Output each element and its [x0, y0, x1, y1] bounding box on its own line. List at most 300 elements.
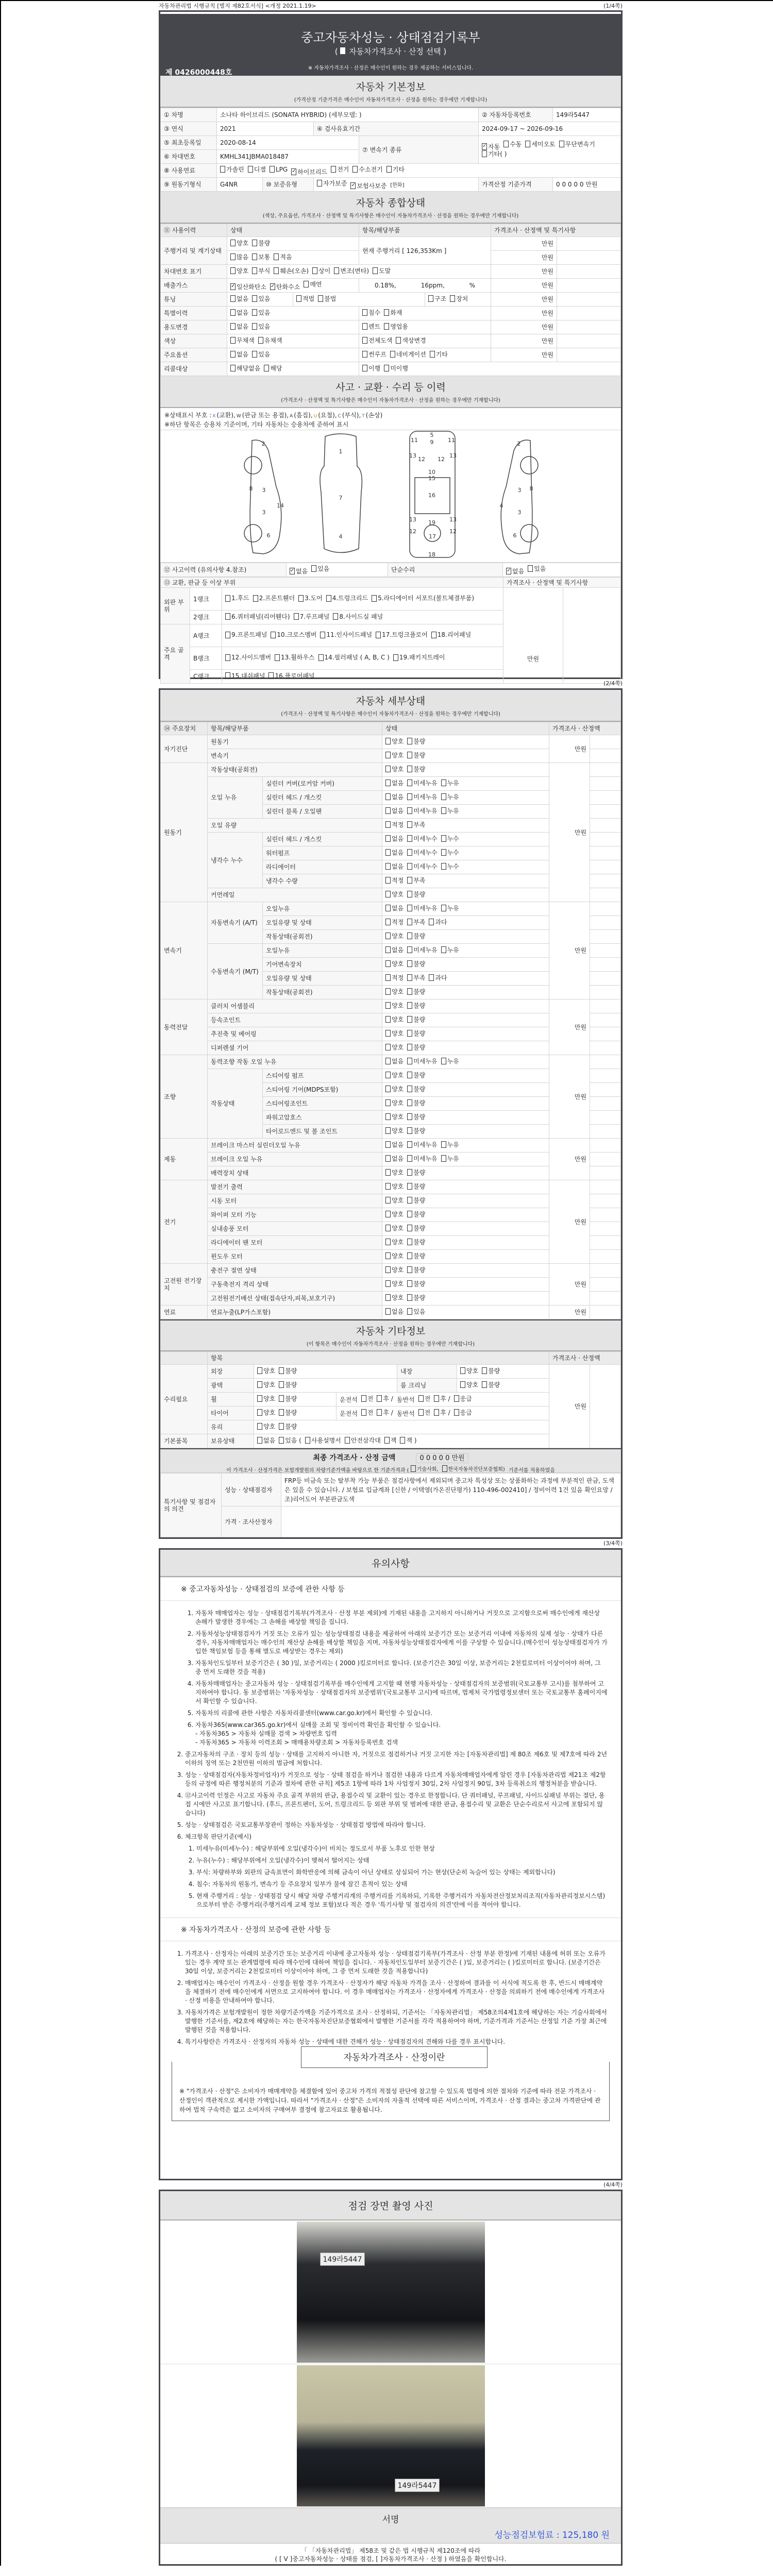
checkbox-icon[interactable]: [294, 613, 299, 620]
checkbox-option[interactable]: [460, 1381, 478, 1388]
checkbox-icon[interactable]: [385, 1280, 391, 1287]
checkbox-icon[interactable]: [407, 1169, 412, 1176]
checkbox-option[interactable]: [270, 283, 300, 291]
checkbox-option[interactable]: [407, 849, 437, 856]
checkbox-option[interactable]: [385, 988, 404, 995]
checkbox-option[interactable]: [407, 1030, 425, 1037]
checkbox-icon[interactable]: [230, 337, 236, 344]
checkbox-icon[interactable]: [418, 1409, 424, 1416]
checkbox-icon[interactable]: [352, 166, 358, 173]
checkbox-icon[interactable]: [362, 351, 367, 358]
checkbox-option[interactable]: [230, 337, 255, 344]
checkbox-option[interactable]: [271, 631, 316, 638]
checkbox-icon[interactable]: [385, 933, 391, 939]
checkbox-icon[interactable]: [428, 295, 433, 302]
checkbox-option[interactable]: [385, 793, 404, 801]
checkbox-option[interactable]: [385, 1266, 404, 1274]
checkbox-option[interactable]: [372, 595, 474, 602]
checkbox-option[interactable]: [252, 323, 270, 330]
checkbox-icon[interactable]: [407, 1239, 412, 1245]
checkbox-option[interactable]: [385, 738, 404, 745]
checkbox-icon[interactable]: [407, 891, 412, 897]
checkbox-icon[interactable]: [318, 654, 324, 661]
checkbox-option[interactable]: [257, 1367, 275, 1375]
checked-box-icon[interactable]: ✓: [507, 568, 511, 573]
checkbox-option[interactable]: [397, 1410, 415, 1417]
checkbox-icon[interactable]: [441, 863, 446, 870]
checkbox-option[interactable]: [385, 1225, 404, 1232]
checkbox-option[interactable]: [385, 1086, 404, 1093]
checkbox-option[interactable]: [418, 1409, 431, 1416]
checkbox-option[interactable]: [291, 168, 327, 176]
checkbox-icon[interactable]: [407, 779, 412, 786]
checkbox-option[interactable]: [362, 323, 380, 330]
checkbox-icon[interactable]: [407, 1225, 412, 1231]
checkbox-icon[interactable]: [407, 1141, 412, 1148]
checkbox-option[interactable]: [441, 863, 459, 870]
checkbox-option[interactable]: [230, 267, 248, 275]
checkbox-icon[interactable]: [311, 565, 316, 572]
checkbox-icon[interactable]: [385, 1030, 391, 1037]
checkbox-icon[interactable]: [434, 1395, 439, 1402]
checkbox-icon[interactable]: [279, 1409, 284, 1416]
checkbox-option[interactable]: [296, 295, 314, 302]
checkbox-option[interactable]: [362, 365, 380, 372]
checkbox-icon[interactable]: [230, 240, 236, 246]
checked-box-icon[interactable]: ✓: [292, 168, 296, 174]
checkbox-icon[interactable]: [407, 1044, 412, 1050]
checkbox-icon[interactable]: [373, 267, 378, 274]
checkbox-option[interactable]: [279, 1367, 297, 1375]
checkbox-icon[interactable]: [334, 267, 339, 274]
checkbox-icon[interactable]: [230, 295, 236, 302]
checkbox-option[interactable]: [407, 1211, 425, 1218]
checkbox-option[interactable]: [385, 1072, 404, 1079]
checkbox-option[interactable]: [482, 143, 500, 150]
checkbox-icon[interactable]: [384, 323, 389, 330]
checkbox-option[interactable]: [373, 267, 391, 275]
checkbox-option[interactable]: [279, 1423, 297, 1430]
checkbox-option[interactable]: [407, 779, 437, 787]
checkbox-icon[interactable]: [407, 807, 412, 814]
checkbox-icon[interactable]: [441, 1141, 446, 1148]
checkbox-icon[interactable]: [225, 672, 230, 679]
checkbox-icon[interactable]: [407, 1266, 412, 1273]
checkbox-option[interactable]: [407, 863, 437, 870]
checkbox-option[interactable]: [441, 1141, 459, 1148]
checkbox-option[interactable]: [441, 905, 459, 912]
checkbox-option[interactable]: [290, 568, 308, 575]
checkbox-icon[interactable]: [340, 47, 345, 54]
checkbox-icon[interactable]: [407, 1030, 412, 1037]
checkbox-icon[interactable]: [271, 632, 276, 638]
checkbox-icon[interactable]: [407, 946, 412, 953]
checkbox-icon[interactable]: [429, 919, 434, 925]
checkbox-icon[interactable]: [225, 654, 230, 661]
checkbox-icon[interactable]: [252, 309, 257, 316]
checkbox-option[interactable]: [225, 595, 249, 602]
checkbox-icon[interactable]: [441, 807, 446, 814]
checkbox-icon[interactable]: [305, 1437, 310, 1444]
checkbox-option[interactable]: [559, 141, 595, 148]
checkbox-option[interactable]: [407, 766, 425, 773]
checkbox-option[interactable]: [407, 793, 437, 801]
checkbox-option[interactable]: [385, 863, 404, 870]
checkbox-icon[interactable]: [407, 1016, 412, 1023]
checkbox-option[interactable]: [258, 337, 282, 344]
checkbox-option[interactable]: [385, 946, 404, 954]
checkbox-icon[interactable]: [407, 766, 412, 772]
checkbox-option[interactable]: [407, 960, 425, 968]
checkbox-icon[interactable]: [274, 267, 279, 274]
checkbox-icon[interactable]: [400, 1437, 405, 1444]
checkbox-option[interactable]: [252, 351, 270, 358]
checkbox-option[interactable]: [385, 1252, 404, 1260]
checkbox-icon[interactable]: [407, 821, 412, 828]
checkbox-option[interactable]: [279, 1381, 297, 1388]
checkbox-icon[interactable]: [385, 988, 391, 995]
checkbox-option[interactable]: [528, 565, 546, 572]
checkbox-option[interactable]: [361, 1409, 374, 1416]
checked-box-icon[interactable]: ✓: [231, 283, 236, 289]
checkbox-icon[interactable]: [407, 877, 412, 884]
checkbox-icon[interactable]: [407, 1113, 412, 1120]
checkbox-icon[interactable]: [225, 613, 230, 620]
checkbox-icon[interactable]: [396, 337, 401, 344]
checkbox-option[interactable]: [257, 1437, 275, 1444]
checkbox-option[interactable]: [385, 1099, 404, 1107]
checkbox-icon[interactable]: [450, 295, 455, 302]
checkbox-icon[interactable]: [393, 654, 398, 661]
checkbox-icon[interactable]: [320, 632, 325, 638]
checkbox-icon[interactable]: [326, 595, 331, 602]
checkbox-icon[interactable]: [385, 849, 391, 856]
checkbox-option[interactable]: [385, 779, 404, 787]
checkbox-icon[interactable]: [372, 595, 377, 602]
checkbox-icon[interactable]: [385, 1197, 391, 1204]
checkbox-icon[interactable]: [407, 1099, 412, 1106]
checkbox-option[interactable]: [407, 1155, 437, 1162]
checkbox-icon[interactable]: [385, 752, 391, 758]
checkbox-option[interactable]: [434, 1395, 450, 1402]
checkbox-icon[interactable]: [407, 835, 412, 842]
checkbox-option[interactable]: [384, 309, 402, 316]
checkbox-option[interactable]: [385, 1016, 404, 1023]
checkbox-option[interactable]: [317, 180, 347, 187]
checkbox-icon[interactable]: [460, 1367, 465, 1374]
checkbox-icon[interactable]: [385, 877, 391, 884]
checkbox-icon[interactable]: [230, 323, 236, 330]
checkbox-icon[interactable]: [225, 595, 230, 602]
checkbox-option[interactable]: [274, 253, 292, 261]
checkbox-icon[interactable]: [385, 1169, 391, 1176]
checkbox-option[interactable]: [385, 1280, 404, 1287]
checkbox-option[interactable]: [429, 919, 447, 926]
checkbox-option[interactable]: [340, 1396, 358, 1403]
checkbox-icon[interactable]: [362, 365, 367, 371]
checkbox-option[interactable]: [279, 1395, 297, 1402]
checkbox-option[interactable]: [275, 654, 314, 661]
checkbox-icon[interactable]: [407, 1155, 412, 1162]
checkbox-option[interactable]: [331, 166, 349, 173]
checkbox-icon[interactable]: [385, 1127, 391, 1134]
checkbox-icon[interactable]: [385, 835, 391, 842]
checkbox-option[interactable]: [257, 1423, 275, 1430]
checkbox-option[interactable]: [385, 849, 404, 856]
checkbox-option[interactable]: [441, 779, 459, 787]
checked-box-icon[interactable]: ✓: [482, 143, 487, 149]
checkbox-option[interactable]: [407, 835, 437, 842]
checkbox-icon[interactable]: [385, 1252, 391, 1259]
checkbox-icon[interactable]: [296, 295, 301, 302]
checkbox-icon[interactable]: [385, 1113, 391, 1120]
checkbox-icon[interactable]: [252, 295, 257, 302]
checkbox-icon[interactable]: [441, 905, 446, 911]
checkbox-icon[interactable]: [385, 905, 391, 911]
checkbox-icon[interactable]: [407, 1294, 412, 1301]
checkbox-option[interactable]: [385, 1308, 404, 1315]
checkbox-icon[interactable]: [385, 807, 391, 814]
checkbox-option[interactable]: [450, 295, 468, 302]
checkbox-option[interactable]: [441, 807, 459, 815]
checkbox-option[interactable]: [334, 267, 369, 275]
checkbox-option[interactable]: [442, 1465, 505, 1472]
checkbox-option[interactable]: [225, 654, 271, 661]
checkbox-icon[interactable]: [385, 1072, 391, 1078]
checkbox-option[interactable]: [407, 821, 425, 828]
checkbox-icon[interactable]: [279, 1423, 284, 1430]
checkbox-option[interactable]: [385, 1030, 404, 1037]
checkbox-icon[interactable]: [230, 365, 236, 371]
checkbox-option[interactable]: [407, 1086, 425, 1093]
checkbox-option[interactable]: [318, 654, 390, 661]
checkbox-option[interactable]: [407, 877, 425, 884]
checkbox-option[interactable]: [252, 309, 270, 316]
checkbox-option[interactable]: [385, 1002, 404, 1009]
checkbox-option[interactable]: [230, 295, 248, 302]
checkbox-option[interactable]: [482, 150, 507, 158]
checkbox-icon[interactable]: [385, 891, 391, 897]
checkbox-icon[interactable]: [264, 365, 269, 371]
checkbox-icon[interactable]: [230, 309, 236, 316]
checkbox-icon[interactable]: [407, 1308, 412, 1315]
checkbox-icon[interactable]: [525, 141, 530, 147]
checkbox-option[interactable]: [230, 351, 248, 358]
checkbox-icon[interactable]: [385, 1183, 391, 1190]
checkbox-icon[interactable]: [333, 613, 338, 620]
checkbox-option[interactable]: [407, 1183, 425, 1190]
checkbox-option[interactable]: [418, 1395, 431, 1402]
checkbox-option[interactable]: [385, 766, 404, 773]
checkbox-option[interactable]: [407, 1280, 425, 1287]
checkbox-option[interactable]: [362, 337, 392, 344]
checkbox-icon[interactable]: [252, 240, 257, 246]
checkbox-icon[interactable]: [407, 905, 412, 911]
checkbox-icon[interactable]: [257, 1395, 262, 1402]
checkbox-icon[interactable]: [503, 141, 509, 147]
checkbox-option[interactable]: [407, 905, 437, 912]
checkbox-icon[interactable]: [418, 1395, 424, 1402]
checkbox-option[interactable]: [441, 1058, 459, 1065]
checkbox-option[interactable]: [385, 1239, 404, 1246]
checkbox-icon[interactable]: [385, 863, 391, 870]
checkbox-option[interactable]: [385, 1141, 404, 1148]
checkbox-icon[interactable]: [252, 351, 257, 358]
checkbox-icon[interactable]: [362, 309, 367, 316]
checkbox-option[interactable]: [311, 565, 329, 572]
checkbox-option[interactable]: [362, 351, 386, 358]
checkbox-icon[interactable]: [385, 946, 391, 953]
checkbox-option[interactable]: [441, 946, 459, 954]
checkbox-option[interactable]: [385, 1211, 404, 1218]
checkbox-option[interactable]: [407, 974, 425, 981]
checkbox-icon[interactable]: [274, 253, 279, 260]
checkbox-option[interactable]: [390, 351, 426, 358]
checkbox-option[interactable]: [385, 919, 404, 926]
checkbox-icon[interactable]: [407, 1086, 412, 1092]
checkbox-option[interactable]: [407, 933, 425, 940]
checkbox-option[interactable]: [407, 738, 425, 745]
checkbox-icon[interactable]: [441, 1155, 446, 1162]
checkbox-icon[interactable]: [275, 654, 280, 661]
checkbox-option[interactable]: [407, 1058, 437, 1065]
checkbox-option[interactable]: [225, 613, 290, 620]
checkbox-option[interactable]: [385, 1044, 404, 1051]
checkbox-icon[interactable]: [385, 1155, 391, 1162]
checkbox-icon[interactable]: [298, 595, 304, 602]
checkbox-icon[interactable]: [390, 351, 395, 358]
checkbox-icon[interactable]: [362, 337, 367, 344]
checkbox-option[interactable]: [407, 1099, 425, 1107]
checkbox-option[interactable]: [385, 1197, 404, 1204]
checked-box-icon[interactable]: ✓: [270, 283, 275, 289]
checkbox-option[interactable]: [385, 1155, 404, 1162]
checkbox-icon[interactable]: [407, 738, 412, 744]
checkbox-icon[interactable]: [407, 849, 412, 856]
checkbox-option[interactable]: [352, 166, 382, 173]
checkbox-option[interactable]: [407, 946, 437, 954]
checkbox-icon[interactable]: [279, 1395, 284, 1402]
checkbox-icon[interactable]: [454, 1395, 459, 1402]
checkbox-option[interactable]: [384, 1437, 397, 1444]
checkbox-option[interactable]: [385, 905, 404, 912]
checkbox-option[interactable]: [248, 166, 266, 173]
checkbox-option[interactable]: [264, 365, 282, 372]
checked-box-icon[interactable]: ✓: [290, 568, 295, 573]
checkbox-option[interactable]: [320, 631, 372, 638]
checkbox-icon[interactable]: [268, 672, 274, 679]
checkbox-icon[interactable]: [345, 1437, 350, 1444]
checkbox-option[interactable]: [230, 283, 266, 291]
checkbox-icon[interactable]: [318, 295, 323, 302]
checkbox-option[interactable]: [305, 1437, 341, 1444]
checkbox-option[interactable]: [431, 631, 471, 638]
checkbox-option[interactable]: [407, 1294, 425, 1301]
checkbox-option[interactable]: [385, 1169, 404, 1176]
checkbox-option[interactable]: [385, 933, 404, 940]
checkbox-option[interactable]: [430, 351, 448, 358]
checkbox-option[interactable]: [230, 323, 248, 330]
checkbox-icon[interactable]: [429, 974, 434, 981]
checkbox-option[interactable]: [312, 267, 330, 275]
checkbox-icon[interactable]: [385, 1016, 391, 1023]
checkbox-icon[interactable]: [407, 1058, 412, 1064]
checkbox-option[interactable]: [279, 1409, 297, 1416]
checkbox-icon[interactable]: [279, 1381, 284, 1388]
checkbox-option[interactable]: [525, 141, 555, 148]
checkbox-icon[interactable]: [270, 166, 275, 173]
checkbox-icon[interactable]: [257, 1367, 262, 1374]
checkbox-icon[interactable]: [385, 919, 391, 925]
checkbox-icon[interactable]: [252, 323, 257, 330]
checkbox-option[interactable]: [407, 1113, 425, 1121]
checkbox-icon[interactable]: [407, 933, 412, 939]
checkbox-option[interactable]: [441, 835, 459, 842]
checkbox-option[interactable]: [385, 974, 404, 981]
checkbox-option[interactable]: [407, 988, 425, 995]
checkbox-icon[interactable]: [248, 166, 253, 173]
checkbox-option[interactable]: [400, 1437, 416, 1444]
checkbox-option[interactable]: [345, 1437, 381, 1444]
checkbox-icon[interactable]: [407, 793, 412, 800]
checkbox-icon[interactable]: [361, 1395, 366, 1402]
checkbox-option[interactable]: [230, 309, 248, 316]
checkbox-option[interactable]: [407, 1266, 425, 1274]
checkbox-option[interactable]: [220, 166, 244, 173]
checkbox-option[interactable]: [268, 672, 314, 680]
checkbox-icon[interactable]: [442, 1465, 447, 1472]
checkbox-icon[interactable]: [362, 323, 367, 330]
checkbox-icon[interactable]: [482, 1381, 487, 1388]
checkbox-icon[interactable]: [385, 738, 391, 744]
checkbox-option[interactable]: [396, 337, 426, 344]
checkbox-option[interactable]: [361, 1395, 374, 1402]
checkbox-icon[interactable]: [407, 863, 412, 870]
checkbox-icon[interactable]: [317, 180, 322, 187]
checkbox-option[interactable]: [454, 1409, 472, 1416]
checkbox-icon[interactable]: [230, 351, 236, 358]
checkbox-option[interactable]: [397, 1396, 415, 1403]
checkbox-icon[interactable]: [220, 166, 225, 173]
checkbox-option[interactable]: [407, 1127, 425, 1134]
checkbox-option[interactable]: [252, 295, 270, 302]
checkbox-option[interactable]: [385, 891, 404, 898]
checkbox-option[interactable]: [230, 240, 248, 247]
checkbox-option[interactable]: [407, 1044, 425, 1051]
checkbox-option[interactable]: [298, 595, 323, 602]
checkbox-option[interactable]: [279, 1437, 301, 1444]
checkbox-option[interactable]: [454, 1395, 472, 1402]
checkbox-icon[interactable]: [407, 1197, 412, 1204]
checkbox-option[interactable]: [230, 253, 248, 261]
checkbox-icon[interactable]: [304, 281, 309, 287]
checkbox-icon[interactable]: [279, 1367, 284, 1374]
checkbox-option[interactable]: [385, 960, 404, 968]
checkbox-icon[interactable]: [407, 1211, 412, 1217]
checkbox-option[interactable]: [407, 1308, 425, 1315]
checkbox-option[interactable]: [503, 141, 522, 148]
checkbox-option[interactable]: [333, 613, 383, 620]
checkbox-icon[interactable]: [407, 1072, 412, 1078]
checkbox-icon[interactable]: [407, 988, 412, 995]
checkbox-icon[interactable]: [312, 267, 317, 274]
checkbox-icon[interactable]: [257, 1437, 262, 1444]
checkbox-option[interactable]: [428, 295, 446, 302]
checkbox-option[interactable]: [441, 849, 459, 856]
checkbox-icon[interactable]: [559, 141, 564, 147]
checkbox-option[interactable]: [385, 807, 404, 815]
checkbox-option[interactable]: [350, 182, 386, 190]
